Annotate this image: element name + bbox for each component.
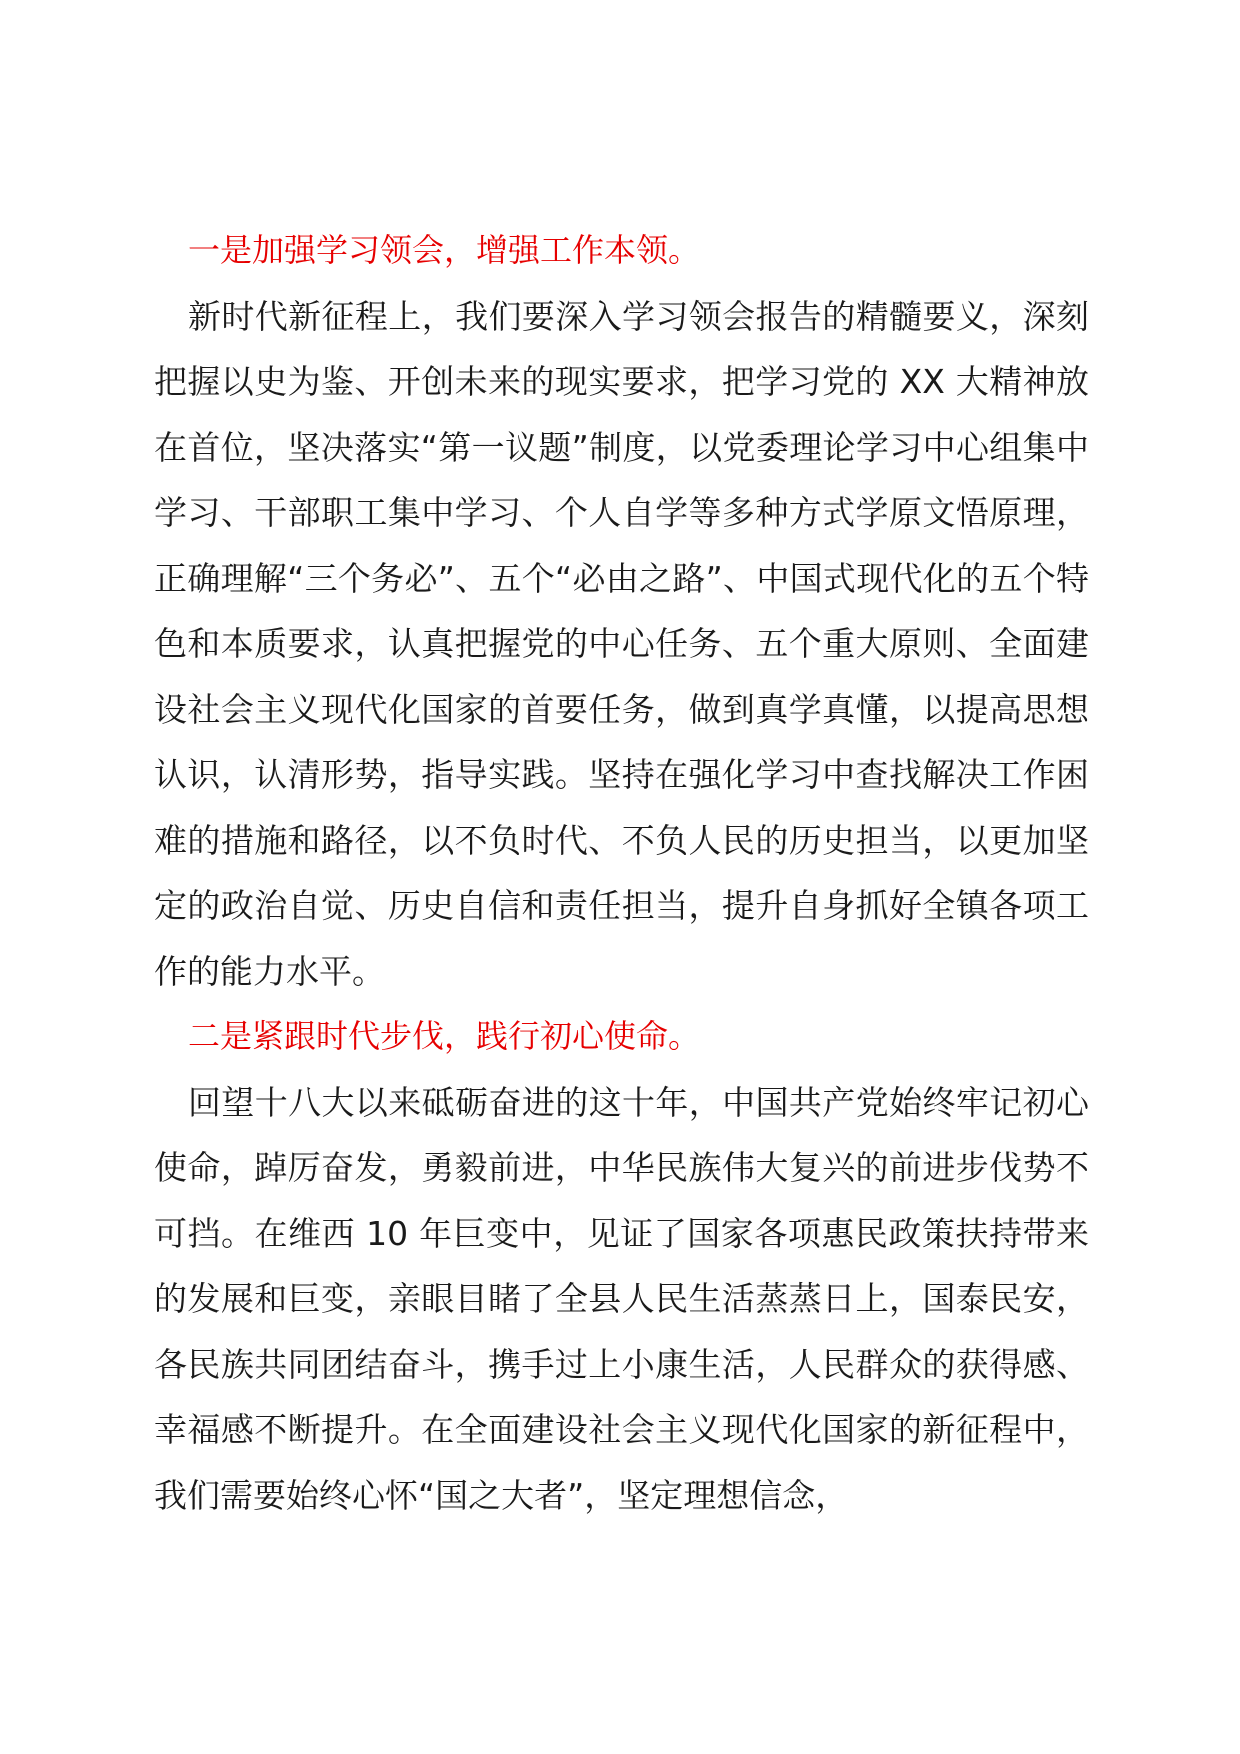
body-paragraph-1: 新时代新征程上，我们要深入学习领会报告的精髓要义，深刻把握以史为鉴、开创未来的现实要求，把学习党的 XX 大精神放在首位，坚决落实“第一议题”制度，以党委理论学习中心组集中学习、干部职工集中学习、个人自学等多种方式学原文悟原理，正确理解“三个务必”、五个“必由之路”、中国式现代化的五个特色和本质要求，认真把握党的中心任务、五个重大原则、全面建设社会主义现代化国家的首要任务，做到真学真懂，以提高思想认识，认清形势，指导实践。坚持在强化学习中查找解决工作困难的措施和路径，以不负时代、不负人民的历史担当，以更加坚定的政治自觉、历史自信和责任担当，提升自身抓好全镇各项工作的能力水平。 xyxy=(154,296,1089,991)
document-body xyxy=(154,218,1089,1528)
section-heading-1: 一是加强学习领会，增强工作本领。 xyxy=(188,231,701,269)
section-heading-2: 二是紧跟时代步伐，践行初心使命。 xyxy=(188,1017,701,1055)
body-paragraph-2: 回望十八大以来砥砺奋进的这十年，中国共产党始终牢记初心使命，踔厉奋发，勇毅前进，中华民族伟大复兴的前进步伐势不可挡。在维西 10 年巨变中，见证了国家各项惠民政策扶持带来的发展和巨变，亲眼目睹了全县人民生活蒸蒸日上，国泰民安，各民族共同团结奋斗，携手过上小康生活，人民群众的获得感、幸福感不断提升。在全面建设社会主义现代化国家的新征程中，我们需要始终心怀“国之大者”，坚定理想信念， xyxy=(154,1082,1089,1515)
